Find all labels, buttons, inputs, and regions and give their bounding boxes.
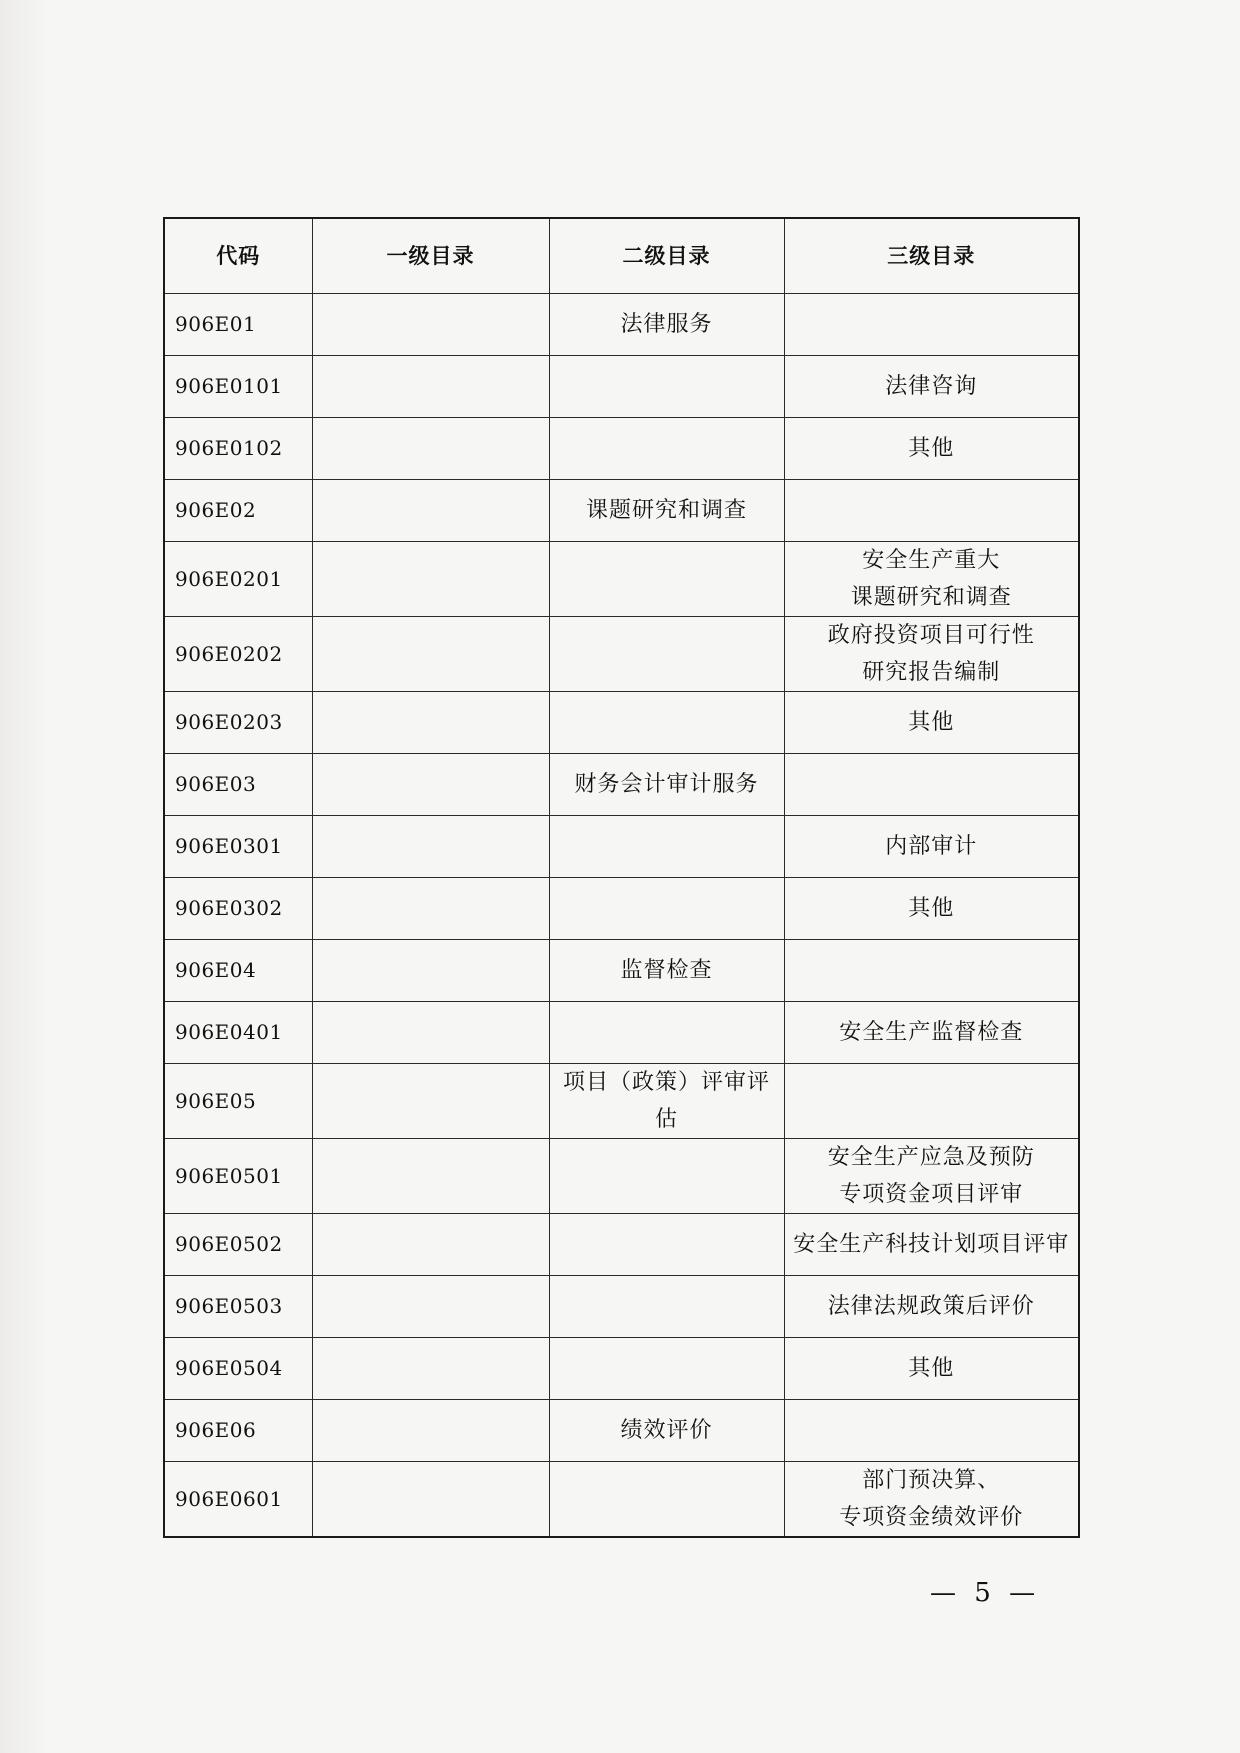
cell-level1 (312, 617, 549, 692)
page-edge-shadow (0, 0, 48, 1753)
cell-level3: 其他 (784, 692, 1079, 754)
table-row (164, 692, 1079, 754)
cell-code: 906E0202 (164, 617, 312, 692)
cell-level1 (312, 418, 549, 480)
cell-level3: 政府投资项目可行性 研究报告编制 (784, 617, 1079, 692)
cell-level2: 监督检查 (549, 940, 784, 1002)
cell-level1 (312, 1276, 549, 1338)
page-number: — 5 — (930, 1578, 1036, 1608)
table-row (164, 294, 1079, 356)
cell-code: 906E02 (164, 480, 312, 542)
cell-level2: 课题研究和调查 (549, 480, 784, 542)
cell-code: 906E0503 (164, 1276, 312, 1338)
cell-code: 906E0102 (164, 418, 312, 480)
cell-code: 906E0203 (164, 692, 312, 754)
cell-level2 (549, 418, 784, 480)
table-row (164, 816, 1079, 878)
cell-code: 906E04 (164, 940, 312, 1002)
cell-code: 906E0101 (164, 356, 312, 418)
cell-level2 (549, 878, 784, 940)
cell-level1 (312, 542, 549, 617)
table-row (164, 542, 1079, 617)
table-row (164, 1462, 1079, 1538)
cell-level3: 法律法规政策后评价 (784, 1276, 1079, 1338)
cell-level3 (784, 480, 1079, 542)
cell-level2: 绩效评价 (549, 1400, 784, 1462)
cell-level2 (549, 1338, 784, 1400)
cell-level3: 其他 (784, 878, 1079, 940)
header-level3: 三级目录 (784, 218, 1079, 294)
cell-level1 (312, 356, 549, 418)
cell-level3: 安全生产重大 课题研究和调查 (784, 542, 1079, 617)
cell-level2 (549, 1462, 784, 1538)
cell-level1 (312, 940, 549, 1002)
cell-level1 (312, 1064, 549, 1139)
table-row (164, 418, 1079, 480)
cell-level2: 财务会计审计服务 (549, 754, 784, 816)
cell-level2 (549, 816, 784, 878)
cell-level1 (312, 754, 549, 816)
cell-level3 (784, 1400, 1079, 1462)
cell-code: 906E0502 (164, 1214, 312, 1276)
header-code: 代码 (164, 218, 312, 294)
table-row (164, 1214, 1079, 1276)
cell-level1 (312, 1214, 549, 1276)
cell-level1 (312, 878, 549, 940)
cell-code: 906E01 (164, 294, 312, 356)
table-row (164, 617, 1079, 692)
cell-level1 (312, 294, 549, 356)
cell-level1 (312, 1139, 549, 1214)
cell-level3: 安全生产应急及预防 专项资金项目评审 (784, 1139, 1079, 1214)
table-row (164, 1400, 1079, 1462)
cell-code: 906E0201 (164, 542, 312, 617)
cell-code: 906E06 (164, 1400, 312, 1462)
table-row (164, 940, 1079, 1002)
cell-level1 (312, 1400, 549, 1462)
table-header-row (164, 218, 1079, 294)
catalog-table (163, 217, 1080, 1538)
table-row (164, 1338, 1079, 1400)
cell-level1 (312, 692, 549, 754)
cell-code: 906E0504 (164, 1338, 312, 1400)
cell-level2 (549, 1276, 784, 1338)
cell-level3: 安全生产科技计划项目评审 (784, 1214, 1079, 1276)
cell-level1 (312, 1002, 549, 1064)
cell-code: 906E0302 (164, 878, 312, 940)
cell-level2 (549, 542, 784, 617)
cell-level1 (312, 1338, 549, 1400)
table-row (164, 1002, 1079, 1064)
cell-level1 (312, 480, 549, 542)
header-level2: 二级目录 (549, 218, 784, 294)
cell-code: 906E0401 (164, 1002, 312, 1064)
cell-level3 (784, 1064, 1079, 1139)
cell-level3: 安全生产监督检查 (784, 1002, 1079, 1064)
cell-level2 (549, 1139, 784, 1214)
cell-level3: 部门预决算、 专项资金绩效评价 (784, 1462, 1079, 1538)
table-row (164, 356, 1079, 418)
table-row (164, 480, 1079, 542)
cell-level3: 内部审计 (784, 816, 1079, 878)
cell-code: 906E05 (164, 1064, 312, 1139)
cell-level2 (549, 617, 784, 692)
cell-code: 906E0501 (164, 1139, 312, 1214)
cell-level2 (549, 1214, 784, 1276)
table-row (164, 1139, 1079, 1214)
cell-level2 (549, 692, 784, 754)
table-body (164, 294, 1079, 1538)
cell-level2: 法律服务 (549, 294, 784, 356)
cell-level3 (784, 940, 1079, 1002)
cell-level3 (784, 754, 1079, 816)
cell-level2 (549, 1002, 784, 1064)
cell-code: 906E0601 (164, 1462, 312, 1538)
table-row (164, 1276, 1079, 1338)
cell-level1 (312, 1462, 549, 1538)
cell-level2 (549, 356, 784, 418)
cell-level3: 法律咨询 (784, 356, 1079, 418)
table-row (164, 754, 1079, 816)
cell-level3: 其他 (784, 418, 1079, 480)
cell-level1 (312, 816, 549, 878)
cell-level3: 其他 (784, 1338, 1079, 1400)
cell-code: 906E03 (164, 754, 312, 816)
header-level1: 一级目录 (312, 218, 549, 294)
cell-level2: 项目（政策）评审评估 (549, 1064, 784, 1139)
table-row (164, 878, 1079, 940)
cell-code: 906E0301 (164, 816, 312, 878)
cell-level3 (784, 294, 1079, 356)
table-row (164, 1064, 1079, 1139)
